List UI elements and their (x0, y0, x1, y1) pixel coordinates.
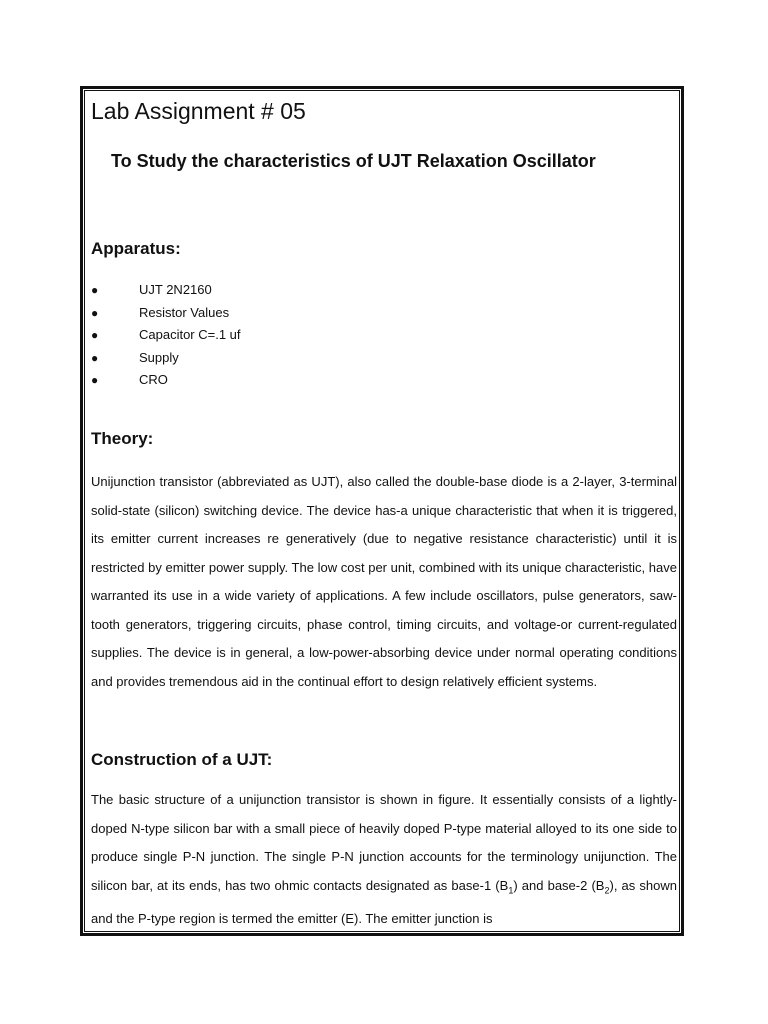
page-title: Lab Assignment # 05 (91, 98, 306, 124)
construction-paragraph: The basic structure of a unijunction transistor is shown in figure. It essentially consists of a lightly-doped N-type silicon bar with a small piece of heavily doped P-type material alloyed to its one side to produce single P-N junction. The single P-N junction accounts for the terminology unijunction. The silicon bar, at its ends, has two ohmic contacts designated as base-1 $(B_1)$ and base-2 $(B_2)$, as shown and the P-type region is termed the emitter (E). The emitter junction is (91, 792, 677, 926)
bullet-icon: ● (91, 328, 99, 343)
bullet-icon: ● (91, 305, 99, 320)
bullet-icon: ● (91, 373, 99, 388)
bullet-icon: ● (91, 283, 99, 297)
theory-heading: Theory: (91, 429, 154, 448)
page-subtitle: To Study the characteristics of UJT Relaxation Oscillator (111, 151, 596, 171)
theory-paragraph: Unijunction transistor (abbreviated as UJT), also called the double-base diode is a 2-layer, 3-terminal solid-state (silicon) switching device. The device has-a unique characteristic that when it is triggered, its emitter current increases re generatively (due to negative resistance characteristic) until it is restricted by emitter power supply. The low cost per unit, combined with its unique characteristic, have warranted its use in a wide variety of applications. A few include oscillators, pulse generators, saw-tooth generators, triggering circuits, phase control, timing circuits, and voltage-or current-regulated supplies. The device is in general, a low-power-absorbing device under normal operating conditions and provides tremendous aid in the continual effort to design relatively efficient systems. (91, 474, 677, 689)
apparatus-heading: Apparatus: (91, 239, 181, 258)
bullet-icon: ● (91, 350, 99, 365)
construction-heading: Construction of a UJT: (91, 750, 273, 769)
